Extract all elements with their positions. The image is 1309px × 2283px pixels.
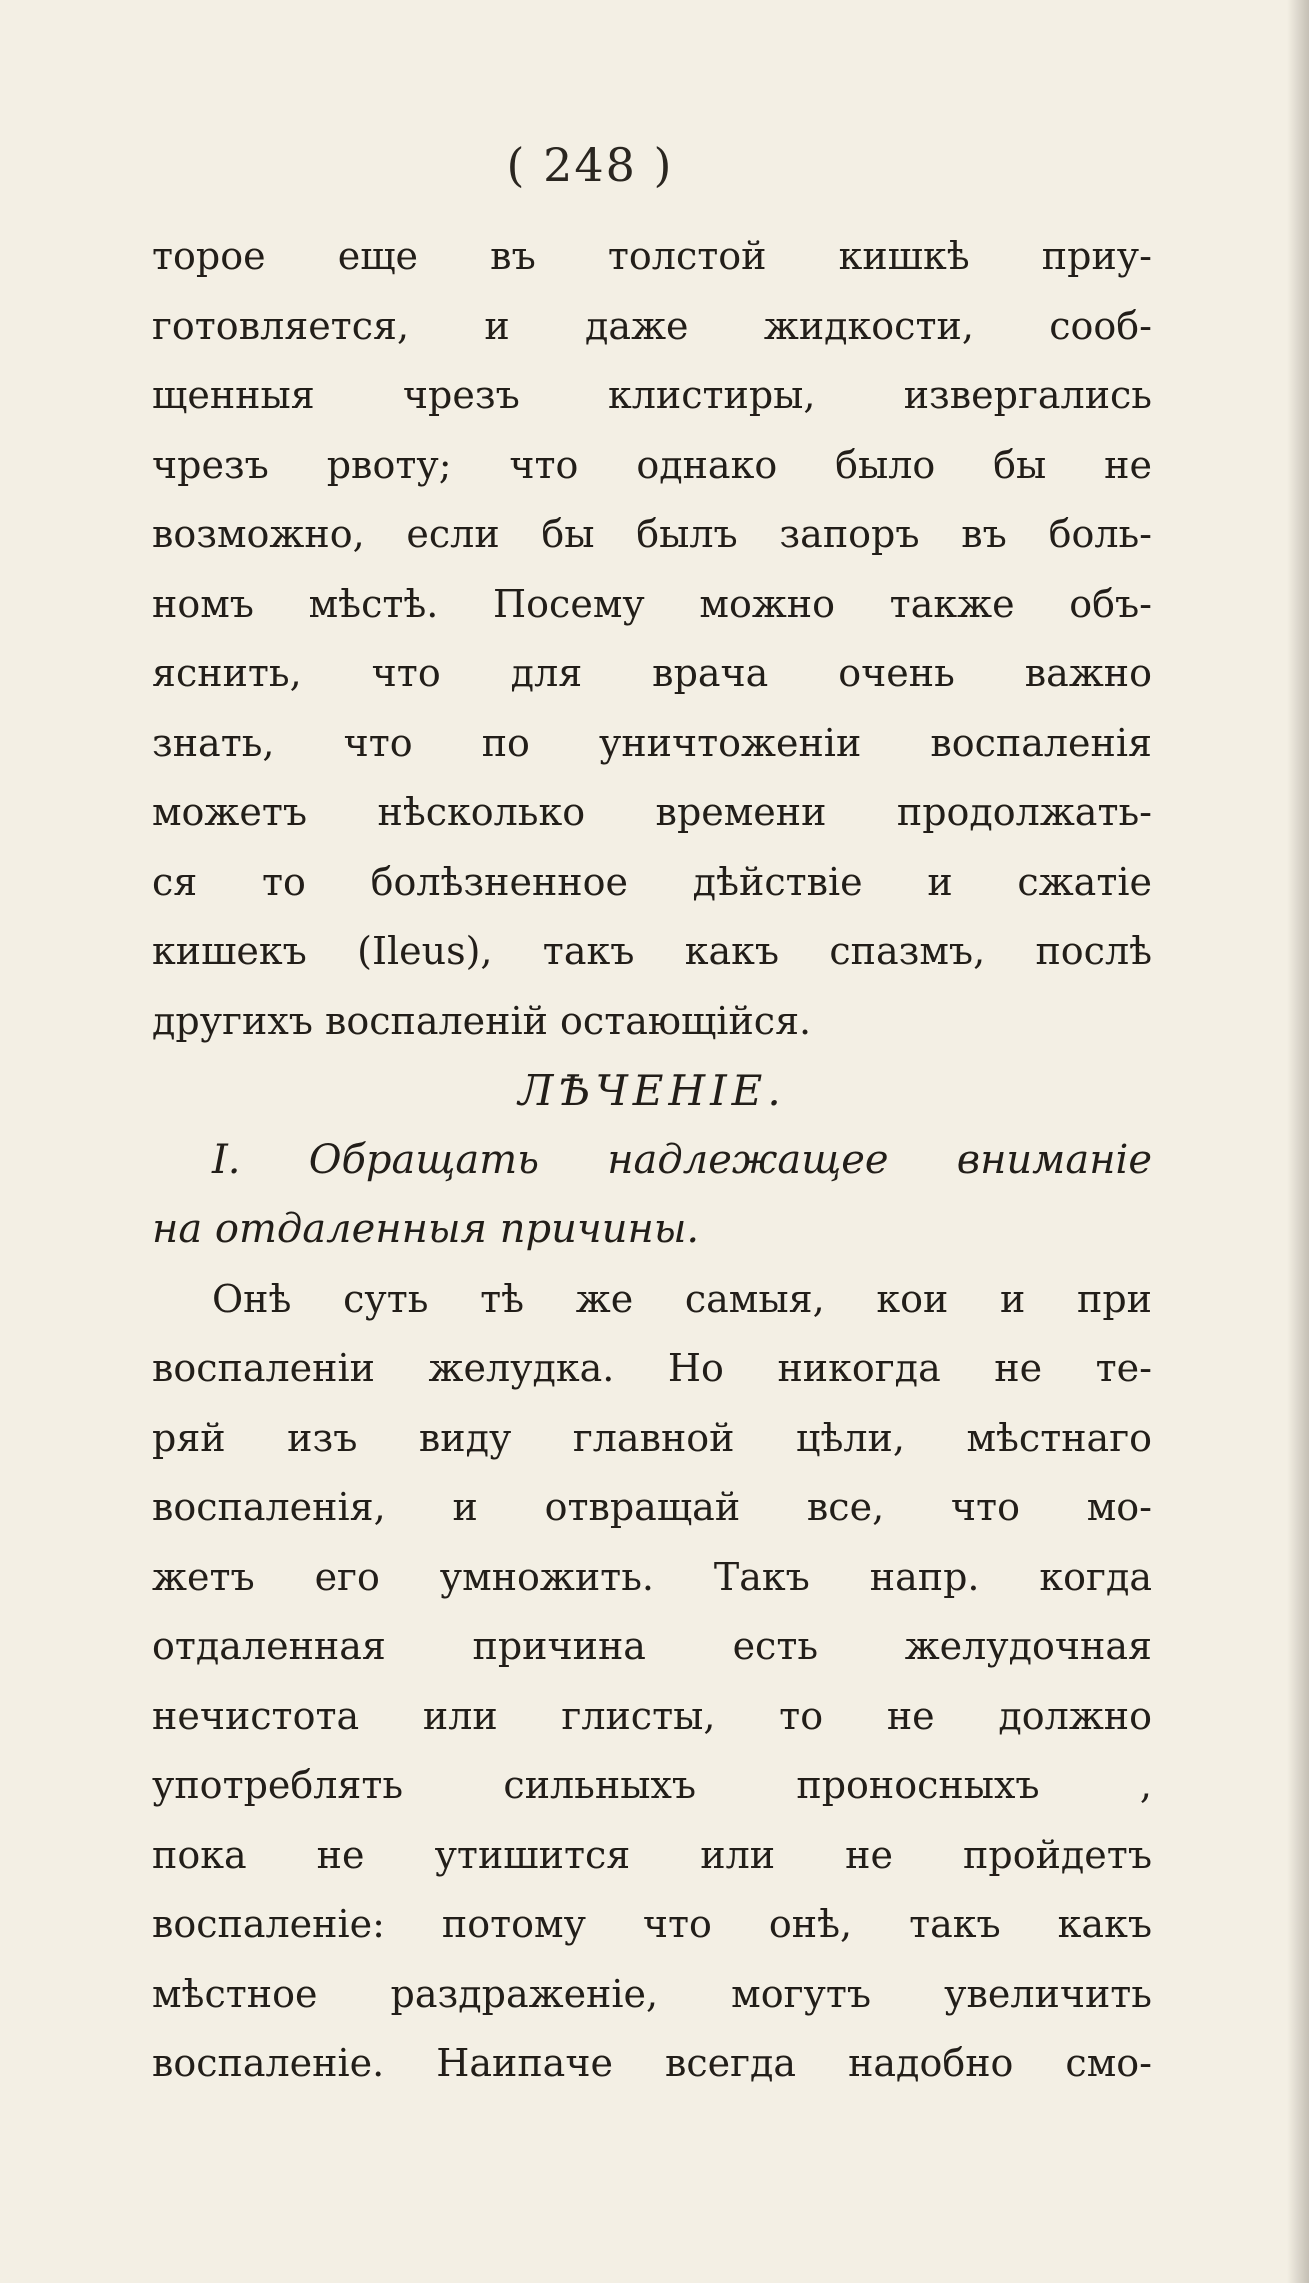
- text-line: отдаленная причина есть желудочная: [152, 1624, 1152, 1668]
- page-edge-shadow: [1287, 0, 1309, 2283]
- text-line: воспаленіе: потому что онѣ, такъ какъ: [152, 1902, 1152, 1946]
- text-line: ся то болѣзненное дѣйствіе и сжатіе: [152, 859, 1152, 904]
- text-body: [152, 222, 1152, 2099]
- text-line: другихъ воспаленій остающійся.: [152, 998, 812, 1043]
- subheading-line: на отдаленныя причины.: [152, 1206, 700, 1252]
- text-line: жетъ его умножить. Такъ напр. когда: [152, 1554, 1152, 1599]
- page-number: ( 248 ): [506, 138, 674, 192]
- text-line: воспаленіи желудка. Но никогда не те-: [152, 1346, 1152, 1390]
- text-line: употреблять сильныхъ проносныхъ ,: [152, 1763, 1152, 1807]
- text-line: мѣстное раздраженіе, могутъ увеличить: [152, 1971, 1152, 2016]
- text-line: пока не утишится или не пройдетъ: [152, 1832, 1152, 1877]
- text-line: кишекъ (Ileus), такъ какъ спазмъ, послѣ: [152, 929, 1152, 973]
- text-line: ряй изъ виду главной цѣли, мѣстнаго: [152, 1415, 1152, 1460]
- text-line: Онѣ суть тѣ же самыя, кои и при: [212, 1276, 1152, 1321]
- text-line: можетъ нѣсколько времени продолжать-: [152, 790, 1152, 834]
- text-line: торое еще въ толстой кишкѣ приу-: [152, 234, 1152, 278]
- text-line: чрезъ рвоту; что однако было бы не: [152, 442, 1152, 487]
- text-line: номъ мѣстѣ. Посему можно также объ-: [152, 581, 1152, 626]
- section-heading: ЛѢЧЕНІЕ.: [518, 1066, 786, 1115]
- text-line: воспаленіе. Наипаче всегда надобно смо-: [152, 2041, 1152, 2085]
- text-line: яснить, что для врача очень важно: [152, 651, 1152, 695]
- text-line: знать, что по уничтоженіи воспаленія: [152, 720, 1152, 765]
- text-line: готовляется, и даже жидкости, сооб-: [152, 303, 1152, 348]
- text-line: возможно, если бы былъ запоръ въ боль-: [152, 512, 1152, 556]
- text-line: щенныя чрезъ клистиры, извергались: [152, 373, 1152, 417]
- paragraph-continued: [152, 222, 1152, 1056]
- paragraph: [152, 1265, 1152, 2099]
- text-line: воспаленія, и отвращай все, что мо-: [152, 1485, 1152, 1529]
- text-line: нечистота или глисты, то не должно: [152, 1693, 1152, 1738]
- section-subheading: [152, 1126, 1152, 1265]
- subheading-line: I. Обращать надлежащее вниманіе: [212, 1136, 1152, 1183]
